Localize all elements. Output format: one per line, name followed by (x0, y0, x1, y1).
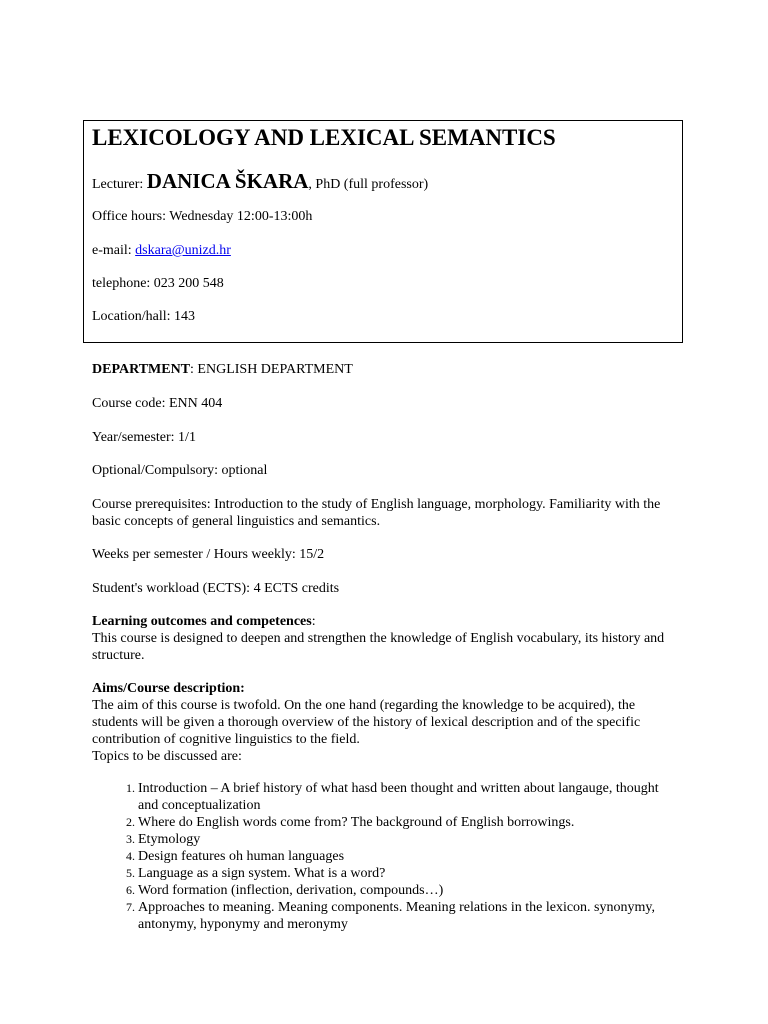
list-item: 1. Introduction – A brief history of what hasd been thought and written about langauge, thought and conceptualization (138, 780, 682, 814)
list-item: 5. Language as a sign system. What is a word? (138, 865, 682, 882)
list-item: 3. Etymology (138, 831, 682, 848)
topics-intro: Topics to be discussed are: (92, 749, 242, 764)
course-title: LEXICOLOGY AND LEXICAL SEMANTICS (92, 125, 556, 150)
aims-heading: Aims/Course description: (92, 681, 245, 696)
learning-outcomes-heading-line: Learning outcomes and competences: (92, 614, 316, 629)
course-header-box (83, 120, 683, 343)
topics-list (92, 780, 682, 933)
aims-text: The aim of this course is twofold. On the one hand (regarding the knowledge to be acquired), the students will be given a thorough overview of the history of lexical description and of the specific contribution of cognitive linguistics to the field. (92, 698, 641, 747)
email-line (92, 243, 231, 259)
weeks-hours: Weeks per semester / Hours weekly: 15/2 (92, 547, 325, 562)
learning-outcomes-heading: Learning outcomes and competences (92, 614, 312, 629)
lecturer-name: DANICA ŠKARA (146, 169, 309, 193)
lecturer-label: Lecturer: (92, 177, 147, 192)
lecturer-title: , PhD (full professor) (308, 177, 429, 192)
course-prerequisites: Course prerequisites: Introduction to the study of English language, morphology. Familiarity with the basic concepts of general linguistics and semantics. (92, 497, 661, 529)
student-workload: Student's workload (ECTS): 4 ECTS credits (92, 581, 340, 596)
email-label: e-mail: (92, 243, 136, 258)
department-label: DEPARTMENT (92, 362, 191, 377)
email-link[interactable]: dskara@unizd.hr (135, 243, 231, 258)
list-item: 6. Word formation (inflection, derivation, compounds…) (138, 882, 682, 899)
location: Location/hall: 143 (92, 309, 196, 324)
course-code: Course code: ENN 404 (92, 396, 223, 411)
list-item: 4. Design features oh human languages (138, 848, 682, 865)
learning-outcomes-text: This course is designed to deepen and strengthen the knowledge of English vocabulary, its history and structure. (92, 631, 665, 663)
department-line (92, 361, 682, 378)
year-semester: Year/semester: 1/1 (92, 430, 196, 445)
telephone: telephone: 023 200 548 (92, 276, 224, 291)
department-value: : ENGLISH DEPARTMENT (190, 362, 353, 377)
list-item: 7. Approaches to meaning. Meaning components. Meaning relations in the lexicon. synonymy, antonymy, hyponymy and meronymy (138, 899, 682, 933)
optional-compulsory: Optional/Compulsory: optional (92, 463, 268, 478)
lecturer-line (92, 169, 428, 194)
list-item: 2. Where do English words come from? The background of English borrowings. (138, 814, 682, 831)
office-hours: Office hours: Wednesday 12:00-13:00h (92, 209, 313, 224)
aims-heading-line (92, 680, 682, 697)
